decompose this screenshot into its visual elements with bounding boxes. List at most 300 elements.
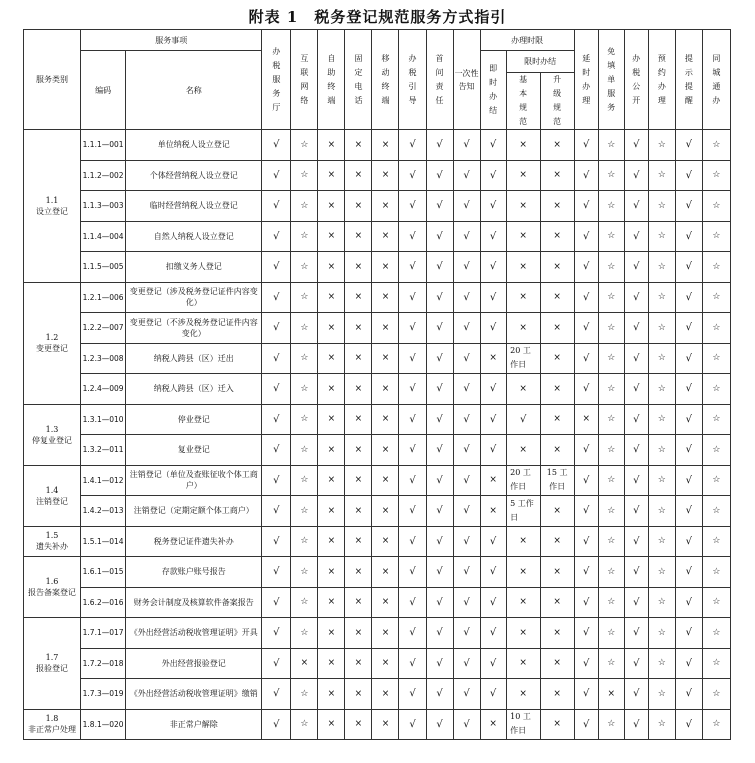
cross-mark: ×: [506, 679, 540, 710]
check-mark: √: [453, 709, 480, 740]
table-header: [24, 30, 731, 130]
check-mark: √: [675, 435, 702, 466]
table-row: [24, 374, 731, 405]
check-mark: √: [453, 130, 480, 161]
check-mark: √: [453, 191, 480, 222]
cross-mark: ×: [480, 496, 506, 527]
category-cell: 1.8 非正常户处理: [24, 709, 81, 740]
category-cell: 1.3 停复业登记: [24, 404, 81, 465]
check-mark: √: [399, 526, 426, 557]
star-mark: ☆: [598, 374, 624, 405]
star-mark: ☆: [702, 404, 730, 435]
check-mark: √: [399, 252, 426, 283]
check-mark: √: [624, 343, 648, 374]
star-mark: ☆: [648, 435, 675, 466]
cross-mark: ×: [318, 252, 345, 283]
header-col-8: 即时办结: [480, 51, 506, 130]
table-row: [24, 221, 731, 252]
check-mark: √: [262, 709, 291, 740]
star-mark: ☆: [291, 618, 318, 649]
star-mark: ☆: [598, 587, 624, 618]
time-limit-text: 5 工作日: [506, 496, 540, 527]
name-cell: 纳税人跨县（区）迁入: [126, 374, 262, 405]
check-mark: √: [675, 313, 702, 344]
check-mark: √: [426, 709, 453, 740]
cross-mark: ×: [345, 130, 372, 161]
star-mark: ☆: [648, 221, 675, 252]
category-cell: 1.4 注销登记: [24, 465, 81, 526]
star-mark: ☆: [702, 679, 730, 710]
cross-mark: ×: [574, 404, 598, 435]
check-mark: √: [675, 679, 702, 710]
check-mark: √: [624, 313, 648, 344]
check-mark: √: [506, 404, 540, 435]
star-mark: ☆: [648, 130, 675, 161]
star-mark: ☆: [598, 130, 624, 161]
code-cell: 1.1.2—002: [81, 160, 126, 191]
code-cell: 1.7.2—018: [81, 648, 126, 679]
cross-mark: ×: [345, 679, 372, 710]
header-col-6: 首问责任: [426, 30, 453, 130]
cross-mark: ×: [372, 435, 399, 466]
check-mark: √: [675, 496, 702, 527]
check-mark: √: [675, 465, 702, 496]
check-mark: √: [399, 679, 426, 710]
cross-mark: ×: [480, 709, 506, 740]
cross-mark: ×: [372, 191, 399, 222]
check-mark: √: [675, 191, 702, 222]
cross-mark: ×: [318, 343, 345, 374]
check-mark: √: [426, 374, 453, 405]
star-mark: ☆: [648, 282, 675, 313]
check-mark: √: [453, 648, 480, 679]
check-mark: √: [624, 404, 648, 435]
check-mark: √: [262, 648, 291, 679]
check-mark: √: [453, 404, 480, 435]
cross-mark: ×: [345, 557, 372, 588]
code-cell: 1.1.3—003: [81, 191, 126, 222]
check-mark: √: [262, 130, 291, 161]
check-mark: √: [262, 191, 291, 222]
table-row: [24, 709, 731, 740]
star-mark: ☆: [702, 526, 730, 557]
cross-mark: ×: [540, 557, 574, 588]
cross-mark: ×: [540, 709, 574, 740]
check-mark: √: [262, 252, 291, 283]
check-mark: √: [262, 435, 291, 466]
cross-mark: ×: [345, 282, 372, 313]
star-mark: ☆: [648, 587, 675, 618]
check-mark: √: [624, 709, 648, 740]
check-mark: √: [399, 618, 426, 649]
check-mark: √: [399, 221, 426, 252]
check-mark: √: [574, 648, 598, 679]
table-row: [24, 648, 731, 679]
header-col-7: 一次性告知: [453, 30, 480, 130]
cross-mark: ×: [345, 587, 372, 618]
check-mark: √: [624, 221, 648, 252]
cross-mark: ×: [318, 130, 345, 161]
cross-mark: ×: [318, 709, 345, 740]
cross-mark: ×: [345, 618, 372, 649]
check-mark: √: [399, 435, 426, 466]
check-mark: √: [675, 221, 702, 252]
cross-mark: ×: [345, 313, 372, 344]
star-mark: ☆: [648, 343, 675, 374]
header-col-13: 办税公开: [624, 30, 648, 130]
cross-mark: ×: [506, 557, 540, 588]
cross-mark: ×: [372, 221, 399, 252]
star-mark: ☆: [291, 282, 318, 313]
cross-mark: ×: [372, 404, 399, 435]
header-col-5: 办税引导: [399, 30, 426, 130]
cross-mark: ×: [345, 648, 372, 679]
code-cell: 1.3.2—011: [81, 435, 126, 466]
cross-mark: ×: [318, 679, 345, 710]
check-mark: √: [574, 679, 598, 710]
cross-mark: ×: [372, 557, 399, 588]
name-cell: 外出经营报验登记: [126, 648, 262, 679]
check-mark: √: [453, 496, 480, 527]
cross-mark: ×: [540, 374, 574, 405]
check-mark: √: [262, 557, 291, 588]
check-mark: √: [624, 252, 648, 283]
star-mark: ☆: [291, 465, 318, 496]
name-cell: 非正常户解除: [126, 709, 262, 740]
table-row: [24, 587, 731, 618]
header-col-11: 延时办理: [574, 30, 598, 130]
star-mark: ☆: [291, 191, 318, 222]
cross-mark: ×: [372, 526, 399, 557]
cross-mark: ×: [372, 313, 399, 344]
star-mark: ☆: [291, 709, 318, 740]
check-mark: √: [624, 130, 648, 161]
cross-mark: ×: [372, 648, 399, 679]
cross-mark: ×: [506, 587, 540, 618]
cross-mark: ×: [506, 130, 540, 161]
category-cell: 1.2 变更登记: [24, 282, 81, 404]
check-mark: √: [574, 343, 598, 374]
star-mark: ☆: [702, 648, 730, 679]
time-limit-text: 20 工作日: [506, 343, 540, 374]
table-row: [24, 526, 731, 557]
code-cell: 1.4.1—012: [81, 465, 126, 496]
star-mark: ☆: [648, 465, 675, 496]
check-mark: √: [574, 282, 598, 313]
time-limit-text: 20 工作日: [506, 465, 540, 496]
star-mark: ☆: [291, 252, 318, 283]
header-handling-time: 办理时限: [480, 30, 574, 51]
name-cell: 注销登记（单位及查账征收个体工商户）: [126, 465, 262, 496]
name-cell: 停业登记: [126, 404, 262, 435]
table-row: [24, 282, 731, 313]
check-mark: √: [426, 313, 453, 344]
star-mark: ☆: [598, 526, 624, 557]
check-mark: √: [453, 282, 480, 313]
check-mark: √: [574, 191, 598, 222]
header-limited-time: 限时办结: [506, 51, 574, 73]
check-mark: √: [399, 709, 426, 740]
cross-mark: ×: [372, 160, 399, 191]
check-mark: √: [574, 374, 598, 405]
table-row: [24, 343, 731, 374]
check-mark: √: [453, 679, 480, 710]
check-mark: √: [675, 252, 702, 283]
cross-mark: ×: [540, 496, 574, 527]
cross-mark: ×: [318, 465, 345, 496]
check-mark: √: [624, 526, 648, 557]
check-mark: √: [262, 282, 291, 313]
cross-mark: ×: [506, 313, 540, 344]
star-mark: ☆: [702, 160, 730, 191]
star-mark: ☆: [648, 679, 675, 710]
name-cell: 临时经营纳税人设立登记: [126, 191, 262, 222]
check-mark: √: [480, 557, 506, 588]
cross-mark: ×: [345, 709, 372, 740]
cross-mark: ×: [318, 618, 345, 649]
cross-mark: ×: [506, 191, 540, 222]
check-mark: √: [675, 648, 702, 679]
star-mark: ☆: [291, 160, 318, 191]
check-mark: √: [426, 343, 453, 374]
star-mark: ☆: [702, 313, 730, 344]
check-mark: √: [262, 587, 291, 618]
header-code: 编码: [81, 51, 126, 130]
star-mark: ☆: [702, 130, 730, 161]
star-mark: ☆: [598, 191, 624, 222]
name-cell: 自然人纳税人设立登记: [126, 221, 262, 252]
code-cell: 1.4.2—013: [81, 496, 126, 527]
check-mark: √: [480, 130, 506, 161]
check-mark: √: [426, 526, 453, 557]
check-mark: √: [574, 160, 598, 191]
cross-mark: ×: [318, 191, 345, 222]
check-mark: √: [426, 221, 453, 252]
star-mark: ☆: [648, 557, 675, 588]
cross-mark: ×: [506, 618, 540, 649]
cross-mark: ×: [540, 191, 574, 222]
star-mark: ☆: [648, 191, 675, 222]
code-cell: 1.6.1—015: [81, 557, 126, 588]
cross-mark: ×: [345, 343, 372, 374]
check-mark: √: [574, 587, 598, 618]
check-mark: √: [399, 404, 426, 435]
check-mark: √: [453, 374, 480, 405]
star-mark: ☆: [598, 404, 624, 435]
table-row: [24, 160, 731, 191]
cross-mark: ×: [318, 313, 345, 344]
cross-mark: ×: [506, 282, 540, 313]
check-mark: √: [426, 191, 453, 222]
check-mark: √: [399, 465, 426, 496]
check-mark: √: [624, 191, 648, 222]
cross-mark: ×: [540, 587, 574, 618]
header-col-4: 移动终端: [372, 30, 399, 130]
star-mark: ☆: [598, 648, 624, 679]
cross-mark: ×: [540, 435, 574, 466]
check-mark: √: [426, 618, 453, 649]
check-mark: √: [480, 526, 506, 557]
check-mark: √: [453, 587, 480, 618]
check-mark: √: [675, 343, 702, 374]
star-mark: ☆: [648, 374, 675, 405]
cross-mark: ×: [540, 130, 574, 161]
header-col-12: 免填单服务: [598, 30, 624, 130]
check-mark: √: [675, 587, 702, 618]
star-mark: ☆: [291, 313, 318, 344]
table-row: [24, 465, 731, 496]
table-row: [24, 435, 731, 466]
star-mark: ☆: [648, 709, 675, 740]
star-mark: ☆: [702, 343, 730, 374]
check-mark: √: [675, 404, 702, 435]
star-mark: ☆: [648, 160, 675, 191]
cross-mark: ×: [540, 526, 574, 557]
check-mark: √: [480, 435, 506, 466]
header-col-3: 固定电话: [345, 30, 372, 130]
check-mark: √: [480, 679, 506, 710]
cross-mark: ×: [372, 496, 399, 527]
cross-mark: ×: [345, 465, 372, 496]
cross-mark: ×: [506, 221, 540, 252]
name-cell: 复业登记: [126, 435, 262, 466]
time-limit-text: 15 工作日: [540, 465, 574, 496]
cross-mark: ×: [480, 465, 506, 496]
cross-mark: ×: [318, 587, 345, 618]
cross-mark: ×: [506, 526, 540, 557]
check-mark: √: [262, 679, 291, 710]
check-mark: √: [624, 435, 648, 466]
star-mark: ☆: [291, 435, 318, 466]
code-cell: 1.2.2—007: [81, 313, 126, 344]
check-mark: √: [453, 160, 480, 191]
cross-mark: ×: [345, 252, 372, 283]
check-mark: √: [453, 618, 480, 649]
cross-mark: ×: [540, 282, 574, 313]
check-mark: √: [480, 404, 506, 435]
cross-mark: ×: [506, 374, 540, 405]
star-mark: ☆: [648, 404, 675, 435]
header-col-14: 预约办理: [648, 30, 675, 130]
star-mark: ☆: [291, 587, 318, 618]
star-mark: ☆: [291, 679, 318, 710]
check-mark: √: [399, 557, 426, 588]
star-mark: ☆: [598, 496, 624, 527]
check-mark: √: [453, 221, 480, 252]
star-mark: ☆: [702, 465, 730, 496]
cross-mark: ×: [345, 221, 372, 252]
check-mark: √: [426, 465, 453, 496]
star-mark: ☆: [291, 130, 318, 161]
star-mark: ☆: [598, 435, 624, 466]
cross-mark: ×: [318, 435, 345, 466]
cross-mark: ×: [540, 313, 574, 344]
name-cell: 单位纳税人设立登记: [126, 130, 262, 161]
check-mark: √: [453, 435, 480, 466]
cross-mark: ×: [540, 343, 574, 374]
check-mark: √: [399, 648, 426, 679]
check-mark: √: [262, 160, 291, 191]
cross-mark: ×: [372, 282, 399, 313]
table-row: [24, 313, 731, 344]
header-col-0: 办税服务厅: [262, 30, 291, 130]
star-mark: ☆: [598, 618, 624, 649]
check-mark: √: [480, 313, 506, 344]
check-mark: √: [262, 343, 291, 374]
cross-mark: ×: [318, 282, 345, 313]
header-service-items: 服务事项: [81, 30, 262, 51]
table-row: [24, 557, 731, 588]
check-mark: √: [574, 252, 598, 283]
table-row: [24, 130, 731, 161]
check-mark: √: [262, 496, 291, 527]
check-mark: √: [480, 374, 506, 405]
header-name: 名称: [126, 51, 262, 130]
star-mark: ☆: [291, 526, 318, 557]
check-mark: √: [399, 374, 426, 405]
cross-mark: ×: [372, 587, 399, 618]
star-mark: ☆: [648, 648, 675, 679]
cross-mark: ×: [345, 191, 372, 222]
header-col-1: 互联网络: [291, 30, 318, 130]
name-cell: 税务登记证件遗失补办: [126, 526, 262, 557]
code-cell: 1.3.1—010: [81, 404, 126, 435]
star-mark: ☆: [702, 374, 730, 405]
cross-mark: ×: [372, 709, 399, 740]
star-mark: ☆: [702, 252, 730, 283]
star-mark: ☆: [702, 496, 730, 527]
star-mark: ☆: [702, 191, 730, 222]
cross-mark: ×: [372, 618, 399, 649]
cross-mark: ×: [480, 343, 506, 374]
check-mark: √: [453, 526, 480, 557]
cross-mark: ×: [345, 526, 372, 557]
cross-mark: ×: [372, 465, 399, 496]
cross-mark: ×: [318, 496, 345, 527]
star-mark: ☆: [291, 496, 318, 527]
star-mark: ☆: [598, 343, 624, 374]
star-mark: ☆: [702, 435, 730, 466]
name-cell: 《外出经营活动税收管理证明》开具: [126, 618, 262, 649]
cross-mark: ×: [372, 130, 399, 161]
check-mark: √: [262, 374, 291, 405]
check-mark: √: [624, 496, 648, 527]
check-mark: √: [624, 679, 648, 710]
header-col-2: 自助终端: [318, 30, 345, 130]
check-mark: √: [480, 221, 506, 252]
check-mark: √: [262, 221, 291, 252]
service-guide-table: [23, 29, 731, 740]
cross-mark: ×: [318, 526, 345, 557]
cross-mark: ×: [318, 404, 345, 435]
check-mark: √: [262, 404, 291, 435]
cross-mark: ×: [372, 252, 399, 283]
check-mark: √: [399, 191, 426, 222]
table-title: 附表 1 税务登记规范服务方式指引: [248, 8, 507, 26]
check-mark: √: [480, 618, 506, 649]
name-cell: 财务会计制度及核算软件备案报告: [126, 587, 262, 618]
check-mark: √: [675, 282, 702, 313]
cross-mark: ×: [506, 435, 540, 466]
check-mark: √: [480, 191, 506, 222]
table-row: [24, 252, 731, 283]
check-mark: √: [399, 587, 426, 618]
check-mark: √: [426, 587, 453, 618]
check-mark: √: [675, 526, 702, 557]
star-mark: ☆: [598, 709, 624, 740]
cross-mark: ×: [540, 221, 574, 252]
cross-mark: ×: [506, 648, 540, 679]
